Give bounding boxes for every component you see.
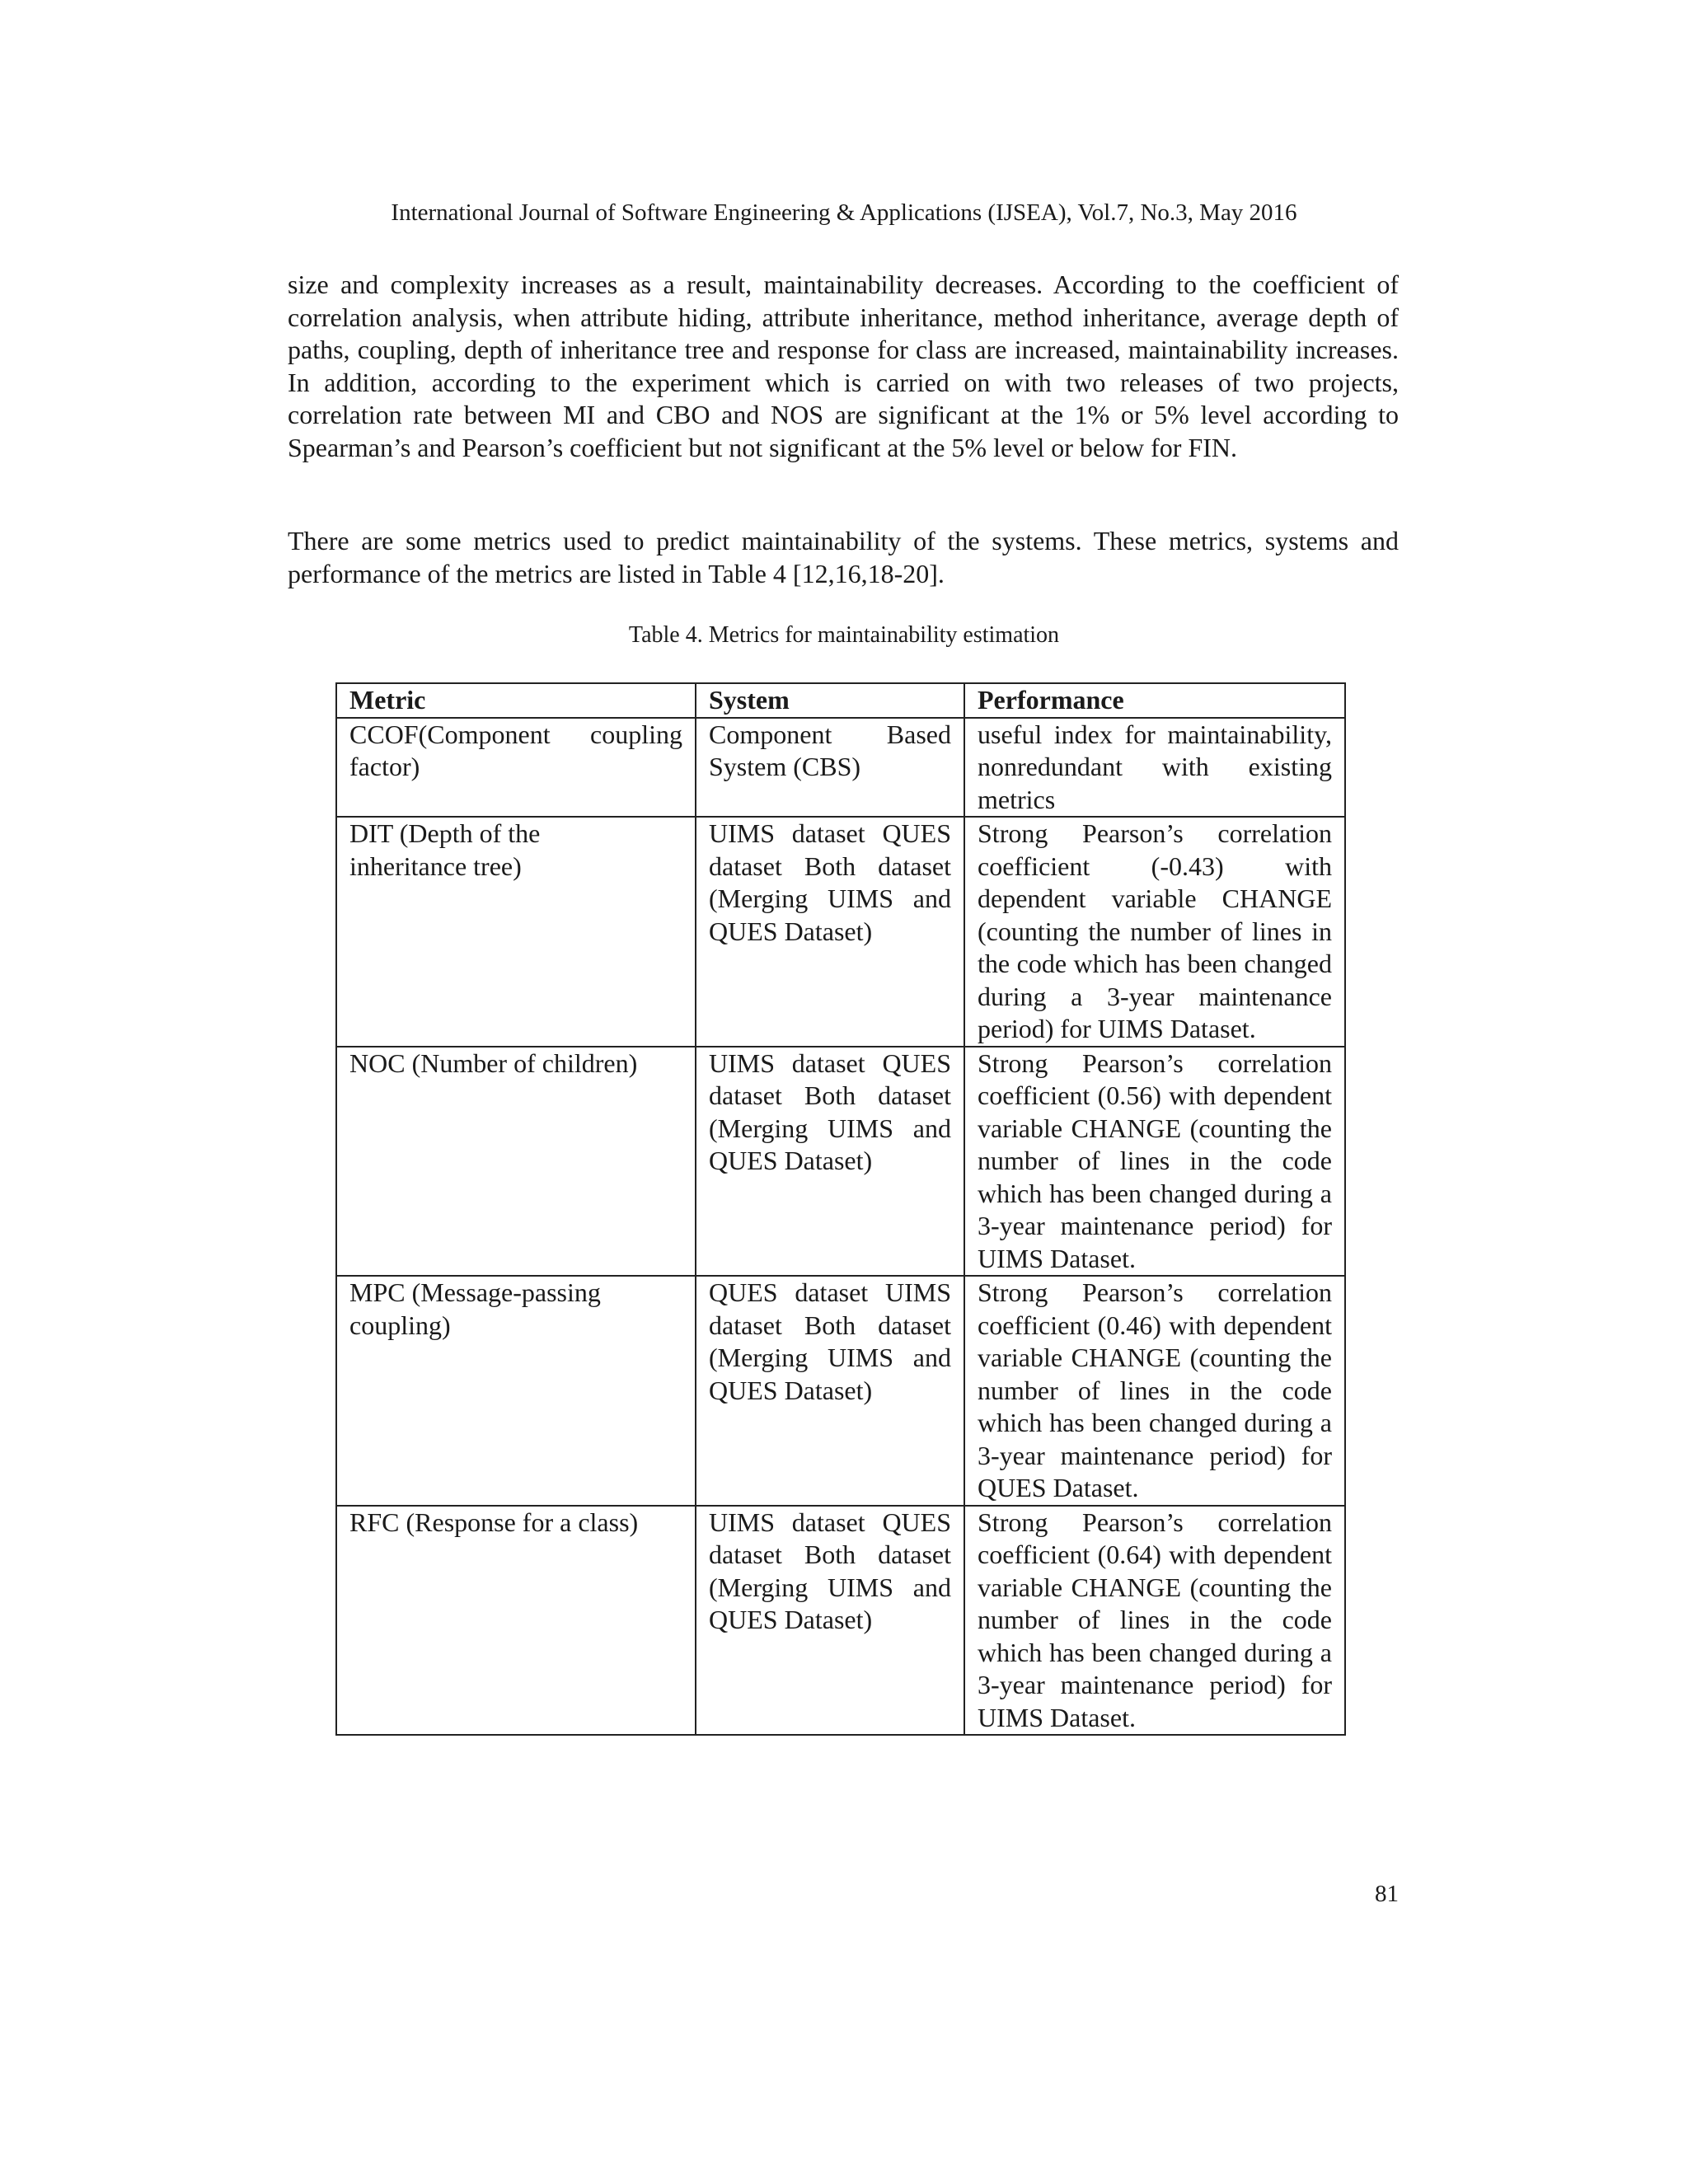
body-paragraph-1: size and complexity increases as a result, maintainability decreases. According to the coefficient of correlation analysis, when attribute hiding, attribute inheritance, method inheritance, average depth of paths, coupling, depth of inheritance tree and response for class are increased, maintainability increases. In addition, according to the experiment which is carried on with two releases of two projects, correlation rate between MI and CBO and NOS are significant at the 1% or 5% level according to Spearman’s and Pearson’s coefficient but not significant at the 5% level or below for FIN. — [288, 269, 1399, 462]
metric-cell: RFC (Response for a class) — [336, 1506, 696, 1736]
metric-cell: MPC (Message-passing coupling) — [336, 1276, 696, 1506]
table-row — [336, 1047, 1345, 1277]
table-row — [336, 817, 1345, 1047]
table-row — [336, 718, 1345, 818]
system-cell: UIMS dataset QUES dataset Both dataset (Merging UIMS and QUES Dataset) — [696, 1506, 964, 1736]
metrics-table — [335, 682, 1346, 1736]
metric-cell: DIT (Depth of the inheritance tree) — [336, 817, 696, 1047]
system-cell: UIMS dataset QUES dataset Both dataset (Merging UIMS and QUES Dataset) — [696, 817, 964, 1047]
performance-cell: Strong Pearson’s correlation coefficient (0.46) with dependent variable CHANGE (counting the number of lines in the code which has been changed during a 3-year maintenance period) for QUES Dataset. — [964, 1276, 1345, 1506]
column-header-performance: Performance — [964, 683, 1345, 718]
performance-cell: useful index for maintainability, nonredundant with existing metrics — [964, 718, 1345, 818]
column-header-system: System — [696, 683, 964, 718]
table-caption: Table 4. Metrics for maintainability estimation — [628, 622, 1060, 648]
table-row — [336, 1506, 1345, 1736]
page-number: 81 — [1375, 1881, 1399, 1907]
system-cell: Component Based System (CBS) — [696, 718, 964, 818]
table-header-row — [336, 683, 1345, 718]
system-cell: UIMS dataset QUES dataset Both dataset (Merging UIMS and QUES Dataset) — [696, 1047, 964, 1277]
metric-cell: CCOF(Component coupling factor) — [336, 718, 696, 818]
performance-cell: Strong Pearson’s correlation coefficient (0.56) with dependent variable CHANGE (counting the number of lines in the code which has been changed during a 3-year maintenance period) for UIMS Dataset. — [964, 1047, 1345, 1277]
performance-cell: Strong Pearson’s correlation coefficient (0.64) with dependent variable CHANGE (counting the number of lines in the code which has been changed during a 3-year maintenance period) for UIMS Dataset. — [964, 1506, 1345, 1736]
table-row — [336, 1276, 1345, 1506]
column-header-metric: Metric — [336, 683, 696, 718]
system-cell: QUES dataset UIMS dataset Both dataset (Merging UIMS and QUES Dataset) — [696, 1276, 964, 1506]
performance-cell: Strong Pearson’s correlation coefficient (-0.43) with dependent variable CHANGE (counting the number of lines in the code which has been changed during a 3-year maintenance period) for UIMS Dataset. — [964, 817, 1345, 1047]
running-header: International Journal of Software Engineering & Applications (IJSEA), Vol.7, No.3, May 2016 — [391, 199, 1297, 226]
metric-cell: NOC (Number of children) — [336, 1047, 696, 1277]
body-paragraph-2: There are some metrics used to predict maintainability of the systems. These metrics, systems and performance of the metrics are listed in Table 4 [12,16,18-20]. — [288, 526, 1399, 588]
